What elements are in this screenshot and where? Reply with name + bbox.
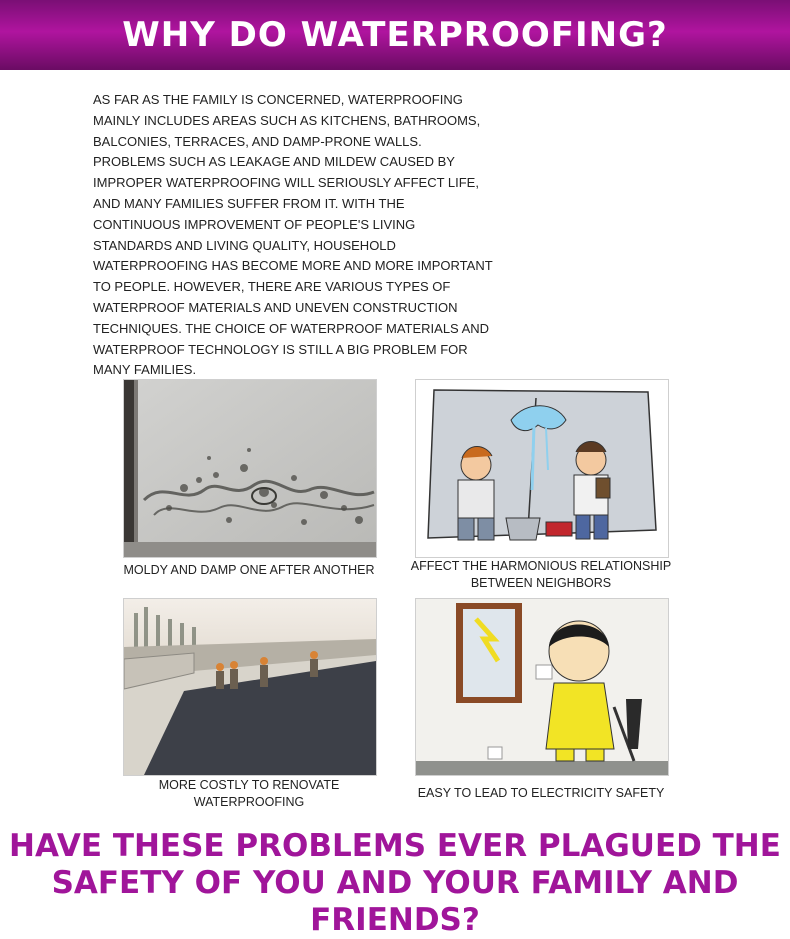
title-banner	[0, 0, 790, 70]
caption-renovate: MORE COSTLY TO RENOVATE WATERPROOFING	[158, 778, 340, 809]
moldy-wall-image	[123, 379, 377, 558]
neighbors-cartoon-image	[415, 379, 669, 558]
closing-question	[0, 828, 790, 939]
caption-electricity: EASY TO LEAD TO ELECTRICITY SAFETY	[417, 786, 665, 800]
closing-question-line-2: SAFETY OF YOU AND YOUR FAMILY AND FRIENDS?	[51, 865, 739, 938]
electricity-cartoon-image	[415, 598, 669, 776]
intro-paragraph: AS FAR AS THE FAMILY IS CONCERNED, WATERPROOFING MAINLY INCLUDES AREAS SUCH AS KITCHENS, BATHROOMS, BALCONIES, TERRACES, AND DAMP-PRONE WALLS. PROBLEMS SUCH AS LEAKAGE AND MILDEW CAUSED BY IMPROPER WATERPROOFING WILL SERIOUSLY AFFECT LIFE, AND MANY FAMILIES SUFFER FROM IT. WITH THE CONTINUOUS IMPROVEMENT OF PEOPLE'S LIVING STANDARDS AND LIVING QUALITY, HOUSEHOLD WATERPROOFING HAS BECOME MORE AND MORE IMPORTANT TO PEOPLE. HOWEVER, THERE ARE VARIOUS TYPES OF WATERPROOF MATERIALS AND UNEVEN CONSTRUCTION TECHNIQUES. THE CHOICE OF WATERPROOF MATERIALS AND WATERPROOF TECHNOLOGY IS STILL A BIG PROBLEM FOR MANY FAMILIES.	[93, 92, 493, 378]
caption-neighbors: AFFECT THE HARMONIOUS RELATIONSHIP BETWEEN NEIGHBORS	[410, 559, 672, 590]
page-title: WHY DO WATERPROOFING?	[122, 15, 668, 55]
closing-question-line-1: HAVE THESE PROBLEMS EVER PLAGUED THE	[9, 828, 781, 864]
road-workers-image	[123, 598, 377, 776]
caption-moldy: MOLDY AND DAMP ONE AFTER ANOTHER	[123, 563, 375, 577]
